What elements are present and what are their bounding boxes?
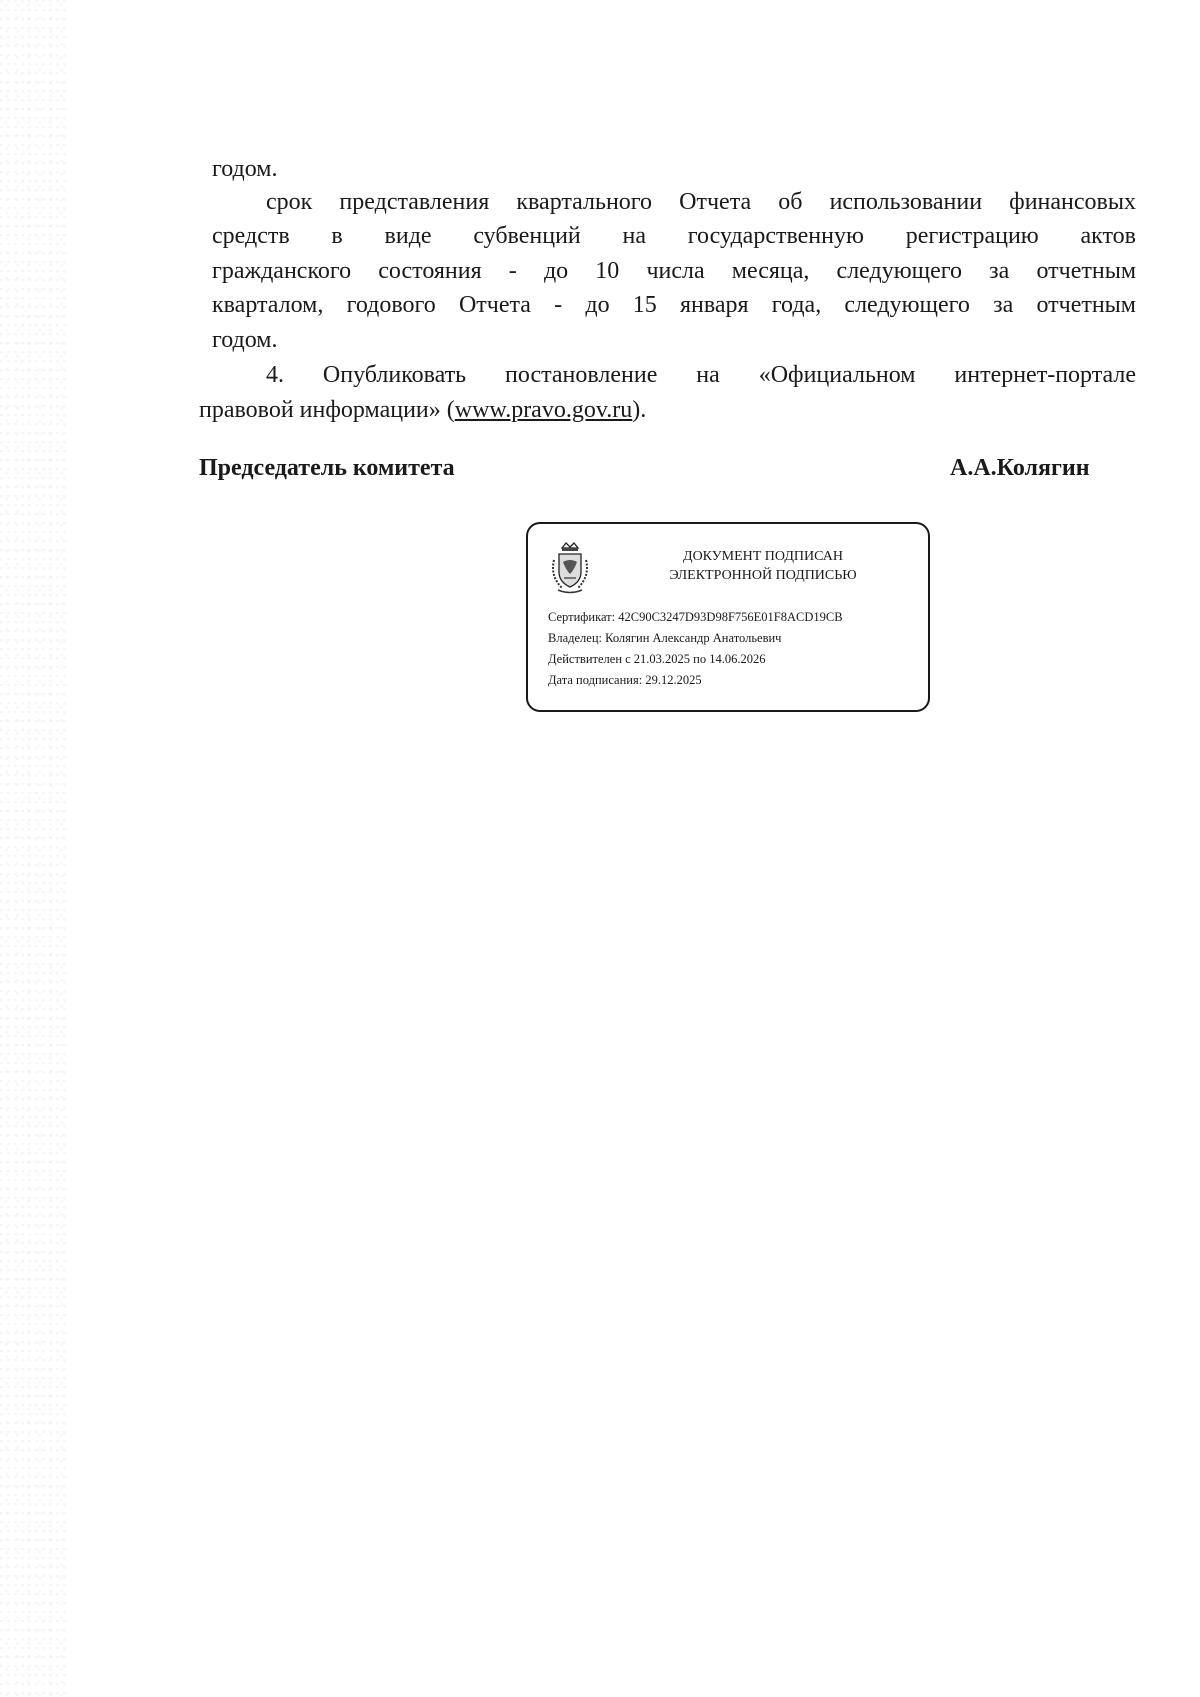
pravo-link[interactable]: www.pravo.gov.ru: [454, 397, 633, 423]
stamp-title-line: ДОКУМЕНТ ПОДПИСАН: [683, 549, 843, 564]
signatory-name: А.А.Колягин: [950, 455, 1090, 481]
stamp-sign-date: Дата подписания: 29.12.2025: [548, 673, 702, 687]
stamp-owner: Владелец: Колягин Александр Анатольевич: [548, 631, 782, 645]
stamp-validity: Действителен с 21.03.2025 по 14.06.2026: [548, 652, 766, 666]
stamp-certificate: Сертификат: 42C90C3247D93D98F756E01F8ACD19CB: [548, 610, 843, 624]
text-line: кварталом, годового Отчета - до 15 января года, следующего за отчетным: [212, 292, 1136, 318]
text-line: гражданского состояния - до 10 числа месяца, следующего за отчетным: [212, 258, 1136, 284]
text-segment: правовой информации» (: [199, 397, 455, 423]
signature-stamp: [526, 522, 930, 712]
stamp-title-line: ЭЛЕКТРОННОЙ ПОДПИСЬЮ: [669, 568, 857, 583]
text-line: [199, 397, 646, 424]
text-line: 4. Опубликовать постановление на «Официальном интернет-портале: [266, 362, 1136, 388]
signatory-position: Председатель комитета: [199, 455, 455, 481]
coat-of-arms-icon: [546, 540, 594, 596]
text-line: годом.: [212, 156, 278, 182]
text-line: средств в виде субвенций на государственную регистрацию актов: [212, 223, 1136, 249]
text-segment: ).: [632, 397, 647, 423]
scan-noise: [0, 0, 70, 1697]
text-line: срок представления квартального Отчета об использовании финансовых: [266, 189, 1136, 215]
text-line: годом.: [212, 327, 278, 353]
